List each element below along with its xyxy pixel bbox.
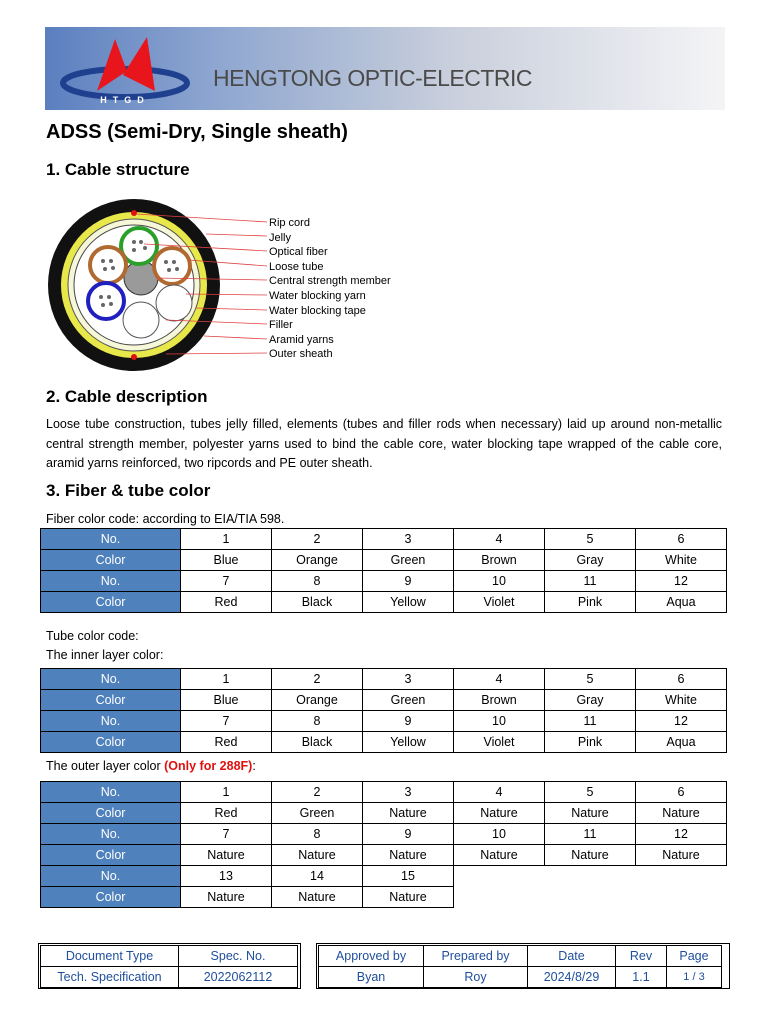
outer-note-highlight: (Only for 288F): [164, 759, 253, 773]
row-header: Color: [41, 690, 181, 711]
table-cell: 8: [272, 824, 363, 845]
table-row: [41, 592, 727, 613]
document-title: ADSS (Semi-Dry, Single sheath): [46, 121, 348, 143]
table-cell: Yellow: [363, 592, 454, 613]
label-filler: Filler: [269, 319, 293, 331]
company-logo-icon: [55, 31, 195, 107]
table-cell: 9: [363, 711, 454, 732]
inner-layer-note: The inner layer color:: [46, 648, 164, 662]
approved-by-value: Byan: [319, 967, 424, 988]
label-water-blocking-yarn: Water blocking yarn: [269, 290, 366, 302]
table-cell: Blue: [181, 690, 272, 711]
table-cell: Nature: [636, 845, 727, 866]
prepared-by-label: Prepared by: [424, 946, 528, 967]
outer-note-end: :: [252, 759, 256, 773]
table-cell: Nature: [454, 845, 545, 866]
table-row: [41, 711, 727, 732]
spec-no-label: Spec. No.: [179, 946, 298, 967]
table-cell: Yellow: [363, 732, 454, 753]
table-cell: 10: [454, 711, 545, 732]
table-cell: 2: [272, 782, 363, 803]
date-value: 2024/8/29: [528, 967, 616, 988]
fiber-color-note: Fiber color code: according to EIA/TIA 598.: [46, 512, 285, 526]
table-row: [41, 782, 727, 803]
table-cell: 13: [181, 866, 272, 887]
table-cell: Black: [272, 592, 363, 613]
table-cell: 4: [454, 669, 545, 690]
section-heading-structure: 1. Cable structure: [46, 160, 190, 179]
logo-text: HTGD: [100, 95, 150, 105]
empty-cell: [636, 866, 727, 887]
table-row: [41, 529, 727, 550]
table-cell: Green: [272, 803, 363, 824]
table-cell: 5: [545, 669, 636, 690]
spec-no-value: 2022062112: [179, 967, 298, 988]
table-cell: Green: [363, 690, 454, 711]
row-header: No.: [41, 824, 181, 845]
row-header: No.: [41, 571, 181, 592]
table-cell: 8: [272, 571, 363, 592]
header-banner: [45, 27, 725, 110]
prepared-by-value: Roy: [424, 967, 528, 988]
page-label: Page: [667, 946, 722, 967]
table-cell: Nature: [181, 887, 272, 908]
table-cell: 1: [181, 669, 272, 690]
table-cell: Nature: [272, 887, 363, 908]
table-cell: 12: [636, 711, 727, 732]
table-cell: 11: [545, 571, 636, 592]
table-cell: White: [636, 550, 727, 571]
table-cell: 6: [636, 529, 727, 550]
table-cell: Nature: [363, 803, 454, 824]
tube-color-note: Tube color code:: [46, 629, 139, 643]
row-header: Color: [41, 592, 181, 613]
table-cell: Black: [272, 732, 363, 753]
row-header: Color: [41, 845, 181, 866]
table-cell: 11: [545, 824, 636, 845]
company-name: HENGTONG OPTIC-ELECTRIC: [213, 65, 533, 91]
row-header: Color: [41, 550, 181, 571]
label-loose-tube: Loose tube: [269, 261, 324, 273]
outer-layer-note: [46, 759, 256, 773]
table-cell: 1: [181, 529, 272, 550]
table-row: [319, 967, 722, 988]
empty-cell: [545, 887, 636, 908]
approved-by-label: Approved by: [319, 946, 424, 967]
table-row: [41, 824, 727, 845]
table-row: [41, 732, 727, 753]
table-row: [41, 887, 727, 908]
row-header: No.: [41, 866, 181, 887]
table-cell: 9: [363, 571, 454, 592]
section-heading-color: 3. Fiber & tube color: [46, 481, 211, 500]
table-cell: 3: [363, 782, 454, 803]
table-row: [41, 866, 727, 887]
table-row: [41, 845, 727, 866]
empty-cell: [454, 866, 545, 887]
table-row: [41, 669, 727, 690]
label-water-blocking-tape: Water blocking tape: [269, 305, 366, 317]
rev-label: Rev: [616, 946, 667, 967]
table-cell: Gray: [545, 550, 636, 571]
table-cell: Orange: [272, 550, 363, 571]
page-value: 1 / 3: [667, 967, 722, 988]
footer-doc-table: [40, 945, 298, 988]
table-cell: Nature: [454, 803, 545, 824]
table-cell: 6: [636, 782, 727, 803]
table-cell: 5: [545, 529, 636, 550]
table-cell: Green: [363, 550, 454, 571]
table-row: [41, 967, 298, 988]
table-cell: 12: [636, 824, 727, 845]
row-header: No.: [41, 669, 181, 690]
table-cell: 2: [272, 669, 363, 690]
table-cell: Blue: [181, 550, 272, 571]
table-row: [41, 571, 727, 592]
doc-type-label: Document Type: [41, 946, 179, 967]
table-cell: Nature: [272, 845, 363, 866]
empty-cell: [545, 866, 636, 887]
inner-tube-color-table: [40, 668, 727, 753]
footer-approval-table: [318, 945, 722, 988]
table-cell: 1: [181, 782, 272, 803]
row-header: Color: [41, 732, 181, 753]
label-optical-fiber: Optical fiber: [269, 246, 328, 258]
table-row: [319, 946, 722, 967]
empty-cell: [636, 887, 727, 908]
row-header: No.: [41, 529, 181, 550]
table-cell: Red: [181, 803, 272, 824]
empty-cell: [454, 887, 545, 908]
rev-value: 1.1: [616, 967, 667, 988]
table-cell: 7: [181, 711, 272, 732]
table-cell: 6: [636, 669, 727, 690]
table-cell: Nature: [181, 845, 272, 866]
cable-structure-diagram: [46, 198, 416, 373]
label-aramid-yarns: Aramid yarns: [269, 334, 334, 346]
outer-note-text: The outer layer color: [46, 759, 165, 773]
table-row: [41, 803, 727, 824]
table-cell: Aqua: [636, 592, 727, 613]
table-cell: Nature: [363, 887, 454, 908]
table-cell: 8: [272, 711, 363, 732]
table-cell: 4: [454, 529, 545, 550]
label-central-strength-member: Central strength member: [269, 275, 391, 287]
row-header: No.: [41, 711, 181, 732]
table-cell: 7: [181, 571, 272, 592]
table-cell: Orange: [272, 690, 363, 711]
table-cell: 4: [454, 782, 545, 803]
table-cell: 9: [363, 824, 454, 845]
table-cell: Nature: [636, 803, 727, 824]
table-cell: 2: [272, 529, 363, 550]
table-cell: Brown: [454, 550, 545, 571]
table-cell: Pink: [545, 732, 636, 753]
label-rip-cord: Rip cord: [269, 217, 310, 229]
table-row: [41, 946, 298, 967]
table-cell: 10: [454, 824, 545, 845]
table-cell: 10: [454, 571, 545, 592]
table-cell: 3: [363, 529, 454, 550]
date-label: Date: [528, 946, 616, 967]
fiber-color-table: [40, 528, 727, 613]
table-row: [41, 690, 727, 711]
table-cell: Aqua: [636, 732, 727, 753]
table-cell: White: [636, 690, 727, 711]
row-header: Color: [41, 887, 181, 908]
table-cell: Nature: [363, 845, 454, 866]
section-heading-description: 2. Cable description: [46, 387, 208, 406]
table-cell: Red: [181, 732, 272, 753]
table-cell: Violet: [454, 732, 545, 753]
table-cell: 15: [363, 866, 454, 887]
cable-description-text: Loose tube construction, tubes jelly filled, elements (tubes and filler rods when necessary) laid up around non-metallic central strength member, polyester yarns used to bind the cable core, water blocking tape wrapped of the cable core, aramid yarns reinforced, two ripcords and PE outer sheath.: [46, 417, 722, 470]
table-cell: 3: [363, 669, 454, 690]
row-header: Color: [41, 803, 181, 824]
table-cell: Violet: [454, 592, 545, 613]
table-cell: 5: [545, 782, 636, 803]
table-cell: Pink: [545, 592, 636, 613]
table-cell: Gray: [545, 690, 636, 711]
table-cell: 7: [181, 824, 272, 845]
table-cell: Brown: [454, 690, 545, 711]
label-jelly: Jelly: [269, 232, 292, 244]
table-cell: 14: [272, 866, 363, 887]
table-cell: 11: [545, 711, 636, 732]
table-row: [41, 550, 727, 571]
table-cell: Nature: [545, 845, 636, 866]
outer-tube-color-table: [40, 781, 727, 908]
table-cell: Nature: [545, 803, 636, 824]
row-header: No.: [41, 782, 181, 803]
table-cell: Red: [181, 592, 272, 613]
doc-type-value: Tech. Specification: [41, 967, 179, 988]
table-cell: 12: [636, 571, 727, 592]
label-outer-sheath: Outer sheath: [269, 348, 333, 360]
